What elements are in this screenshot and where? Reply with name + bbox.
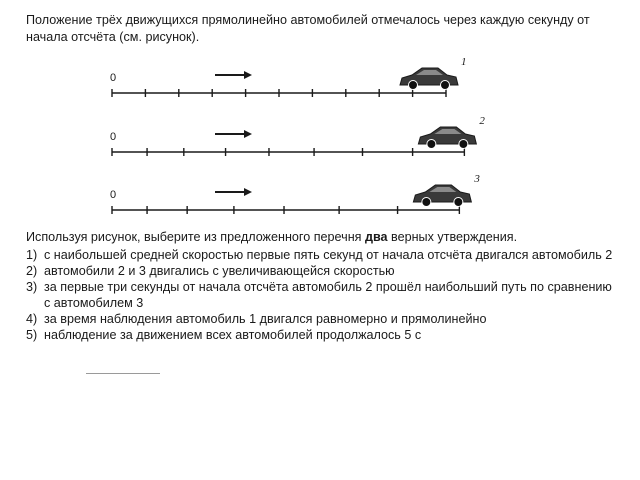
cars-figure [100, 55, 500, 225]
option-number: 5) [26, 328, 38, 342]
car-number: 3 [474, 173, 480, 185]
option-number: 3) [26, 280, 38, 294]
direction-arrow-head [244, 71, 252, 79]
option-number: 2) [26, 264, 38, 278]
option-text: наблюдение за движением всех автомобилей продолжалось 5 с [44, 328, 422, 342]
instruction-lead: Используя рисунок, выберите из предложенного перечня [26, 230, 365, 244]
origin-label: 0 [110, 131, 117, 143]
option-item [26, 263, 618, 279]
direction-arrow-head [244, 130, 252, 138]
car-icon [418, 127, 476, 149]
intro-text: Положение трёх движущихся прямолинейно автомобилей отмечалось через каждую секунду от начала отсчёта (см. рисунок). [26, 13, 590, 44]
car-number: 2 [479, 115, 485, 127]
car-icon [413, 185, 471, 207]
option-number: 1) [26, 248, 38, 262]
option-text: за первые три секунды от начала отсчёта автомобиль 2 прошёл наибольший путь по сравнению с автомобилем 3 [44, 280, 612, 310]
option-text: автомобили 2 и 3 двигались с увеличивающейся скоростью [44, 264, 395, 278]
direction-arrow-head [244, 188, 252, 196]
cars-figure-svg [100, 55, 500, 225]
option-item [26, 279, 618, 311]
origin-label: 0 [110, 189, 117, 201]
task-instruction [26, 229, 618, 245]
option-item [26, 311, 618, 327]
problem-statement [26, 12, 618, 46]
option-text: за время наблюдения автомобиль 1 двигался равномерно и прямолинейно [44, 312, 487, 326]
task-block [26, 229, 618, 343]
instruction-count: два [364, 230, 388, 244]
car-icon [400, 68, 458, 90]
option-item [26, 327, 618, 343]
car-number: 1 [461, 56, 467, 68]
option-item [26, 247, 618, 263]
option-number: 4) [26, 312, 38, 326]
option-text: с наибольшей средней скоростью первые пять секунд от начала отсчёта двигался автомобиль 2 [44, 248, 613, 262]
instruction-tail: верных утверждения. [387, 230, 518, 244]
options-list [26, 247, 618, 343]
footnote-rule [86, 373, 160, 374]
origin-label: 0 [110, 72, 117, 84]
